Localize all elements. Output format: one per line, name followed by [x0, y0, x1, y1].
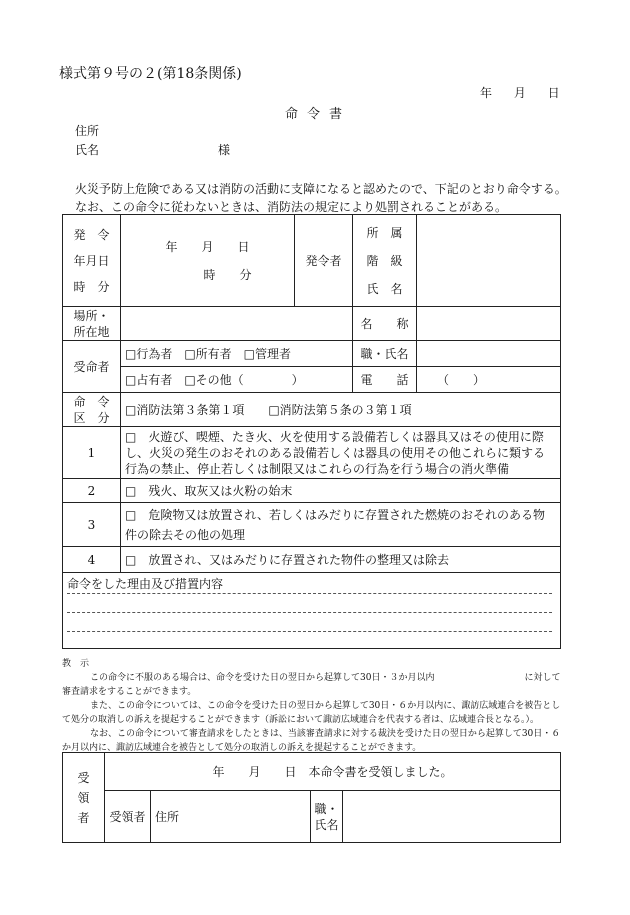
issue-date-hm: 時 分 — [203, 267, 252, 282]
reason-label: 命令をした理由及び措置内容 — [67, 575, 552, 594]
phone-label: 電 話 — [353, 367, 417, 393]
issuer-label: 発令者 — [295, 215, 353, 307]
receiver-address[interactable] — [151, 791, 311, 843]
date-line: 年 月 日 — [480, 86, 560, 100]
receiver-label: 受領者 — [105, 791, 151, 843]
item-text[interactable]: □ 放置され、又はみだりに存置された物件の整理又は除去 — [121, 547, 561, 573]
issue-date-ymd: 年 月 日 — [165, 239, 250, 254]
issue-date-value[interactable] — [121, 215, 295, 307]
place-name-value[interactable] — [417, 307, 561, 341]
reason-line — [67, 613, 552, 632]
order-type-label: 命 令 区 分 — [63, 393, 121, 427]
page-title: 命令書 — [285, 107, 352, 122]
receipt-table — [62, 752, 561, 843]
place-name-label: 名 称 — [353, 307, 417, 341]
body-line-2: なお、この命令に従わないときは、消防法の規定により処罰されることがある。 — [75, 200, 508, 214]
item-text[interactable]: □ 危険物又は放置され、若しくはみだりに存置された燃焼のおそれのある物件の除去その他の処理 — [121, 503, 561, 547]
recipient-options-1[interactable]: □行為者 □所有者 □管理者 — [121, 341, 353, 367]
name-label: 氏名 — [75, 143, 100, 157]
recipient-options-2[interactable]: □占有者 □その他（ ） — [121, 367, 353, 393]
receiver-title-name-label: 職・ 氏名 — [311, 791, 343, 843]
notes-paragraph-3: なお、この命令について審査請求をしたときは、当該審査請求に対する裁決を受けた日の翌日から起算して30日・６か月以内に、諏訪広域連合を被告として処分の取消しの訴えを提起することができます。 — [62, 729, 561, 753]
notes-paragraph-1: この命令に不服のある場合は、命令を受けた日の翌日から起算して30日・３か月以内 に対して審査請求をすることができます。 — [62, 673, 561, 697]
issuer-field-name: 氏 名 — [366, 281, 403, 296]
place-label: 場所・ 所在地 — [63, 307, 121, 341]
reason-box[interactable] — [63, 573, 561, 649]
item-number: 3 — [63, 503, 121, 547]
instruction-notes — [62, 657, 562, 755]
notes-paragraph-2: また、この命令については、この命令を受けた日の翌日から起算して30日・６か月以内に、諏訪広域連合を被告として処分の取消しの訴えを提起することができます（訴訟において諏訪広域連合を代表する者は、広域連合長となる。）。 — [62, 701, 561, 725]
address-label: 住所 — [75, 124, 100, 138]
receipt-label: 受 領 者 — [63, 753, 105, 843]
issuer-field-dept: 所 属 — [366, 225, 403, 240]
item-number: 4 — [63, 547, 121, 573]
recipient-title-name-label: 職・氏名 — [353, 341, 417, 367]
item-text[interactable]: □ 火遊び、喫煙、たき火、火を使用する設備若しくは器具又はその使用に際し、火災の発生のおそれのある設備若しくは器具の使用その他これらに類する行為の禁止、停止若しくは制限又はこれらの行為を行う場合の消火準備 — [121, 427, 561, 479]
item-text[interactable]: □ 残火、取灰又は火粉の始末 — [121, 479, 561, 503]
receipt-statement: 年 月 日 本命令書を受領しました。 — [105, 753, 561, 791]
recipient-label: 受命者 — [63, 341, 121, 393]
order-table — [62, 214, 561, 649]
item-number: 2 — [63, 479, 121, 503]
reason-line — [67, 594, 552, 613]
form-id: 様式第９号の２(第18条関係) — [59, 66, 242, 82]
notes-title: 教 示 — [62, 659, 90, 669]
issuer-value[interactable] — [417, 215, 561, 307]
item-number: 1 — [63, 427, 121, 479]
receiver-address-label: 住所 — [155, 810, 180, 824]
honorific: 様 — [218, 143, 231, 157]
receiver-title-name-value[interactable] — [343, 791, 561, 843]
body-line-1: 火災予防上危険である又は消防の活動に支障になると認めたので、下記のとおり命令する。 — [75, 182, 567, 196]
issuer-fields — [353, 215, 417, 307]
order-type-options[interactable]: □消防法第３条第１項 □消防法第５条の３第１項 — [121, 393, 561, 427]
issuer-field-rank: 階 級 — [366, 253, 403, 268]
phone-value[interactable]: （ ） — [417, 367, 561, 393]
recipient-title-name-value[interactable] — [417, 341, 561, 367]
issue-date-label: 発 令 年月日 時 分 — [63, 215, 121, 307]
place-value[interactable] — [121, 307, 353, 341]
